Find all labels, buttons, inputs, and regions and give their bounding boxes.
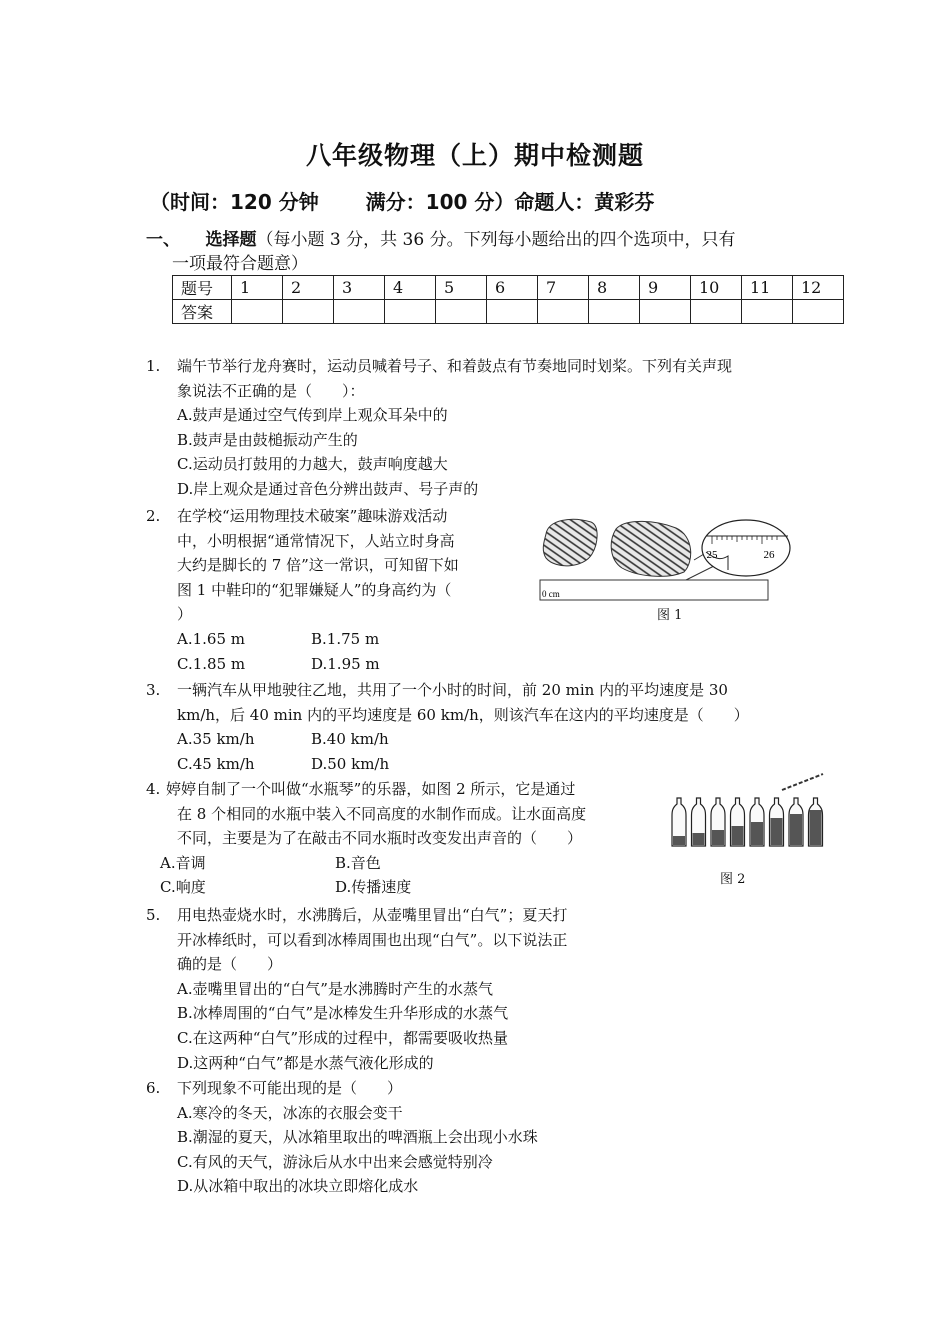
bottle-row [672, 798, 823, 846]
row-label-number: 题号 [173, 276, 232, 300]
question-text: 在学校“运用物理技术破案”趣味游戏活动 [177, 507, 448, 525]
answer-cell[interactable] [589, 300, 640, 324]
exam-info: （时间：120 分钟 满分：100 分）命题人：黄彩芬 [150, 190, 655, 214]
option-a: A.1.65 m [177, 629, 245, 648]
question-text: 大约是脚长的 7 倍”这一常识，可知留下如 [177, 556, 459, 575]
answer-table [172, 275, 844, 324]
bottle-water [771, 818, 783, 845]
question-text: 用电热壶烧水时，水沸腾后，从壶嘴里冒出“白气”；夏天打 [177, 906, 568, 924]
ruler-zero-label: 0 cm [542, 589, 560, 599]
table-cell: 3 [334, 276, 385, 300]
section-1-header [146, 228, 826, 276]
option-a: A.壶嘴里冒出的“白气”是水沸腾时产生的水蒸气 [177, 979, 493, 998]
option-d: D.从冰箱中取出的冰块立即熔化成水 [177, 1177, 419, 1196]
table-cell: 6 [487, 276, 538, 300]
table-row [173, 276, 844, 300]
bottle-water [732, 826, 744, 845]
table-cell: 2 [283, 276, 334, 300]
bottle-water [693, 833, 705, 845]
question-4 [146, 777, 586, 900]
section-1-note: （每小题 3 分，共 36 分。下列每小题给出的四个选项中，只有 [256, 230, 736, 250]
table-cell: 1 [232, 276, 283, 300]
question-text: ） [177, 605, 193, 624]
question-text: 一辆汽车从甲地驶往乙地，共用了一个小时的时间，前 20 min 内的平均速度是 30 [177, 681, 728, 699]
answer-cell[interactable] [691, 300, 742, 324]
question-text: 开冰棒纸时，可以看到冰棒周围也出现“白气”。以下说法正 [177, 930, 568, 949]
table-cell: 8 [589, 276, 640, 300]
option-a: A.鼓声是通过空气传到岸上观众耳朵中的 [177, 406, 448, 425]
question-text: 不同，主要是为了在敲击不同水瓶时改变发出声音的（ ） [177, 829, 583, 848]
question-number: 2. [146, 507, 161, 525]
question-text: 在 8 个相同的水瓶中装入不同高度的水制作而成。让水面高度 [177, 804, 587, 823]
answer-cell[interactable] [283, 300, 334, 324]
question-number: 6. [146, 1079, 161, 1097]
question-2 [146, 504, 459, 676]
option-c: C.运动员打鼓用的力越大，鼓声响度越大 [177, 455, 448, 474]
bottle-water [810, 810, 822, 845]
option-b: B.鼓声是由鼓槌振动产生的 [177, 430, 358, 449]
question-text: 端午节举行龙舟赛时，运动员喊着号子、和着鼓点有节奏地同时划桨。下列有关声现 [177, 357, 733, 375]
question-text: 确的是（ ） [177, 955, 283, 974]
ruler-label-26: 26 [763, 549, 775, 561]
option-c: C.1.85 m [177, 654, 246, 673]
answer-cell[interactable] [487, 300, 538, 324]
option-c: C.45 km/h [177, 754, 255, 773]
section-1-note-cont: 一项最符合题意） [172, 254, 308, 274]
page-title: 八年级物理（上）期中检测题 [305, 141, 644, 170]
answer-cell[interactable] [334, 300, 385, 324]
row-label-answer: 答案 [173, 300, 232, 324]
question-number: 4. [146, 780, 161, 798]
question-text: 下列现象不可能出现的是（ ） [177, 1079, 403, 1097]
water-bottles-figure [666, 770, 828, 852]
option-b: B.音色 [335, 853, 381, 872]
table-row [173, 300, 844, 324]
option-a: A.音调 [160, 853, 206, 872]
option-b: B.40 km/h [311, 730, 389, 749]
option-b: B.潮湿的夏天，从冰箱里取出的啤酒瓶上会出现小水珠 [177, 1128, 538, 1147]
bottle-water [673, 836, 685, 845]
table-cell: 9 [640, 276, 691, 300]
ruler [540, 580, 768, 600]
question-5 [146, 903, 567, 1075]
option-c: C.响度 [160, 878, 206, 897]
figure-2-caption: 图 2 [720, 872, 746, 887]
option-b: B.冰棒周围的“白气”是冰棒发生升华形成的水蒸气 [177, 1004, 509, 1023]
question-6 [146, 1076, 538, 1199]
question-text: 中，小明根据“通常情况下，人站立时身高 [177, 531, 455, 550]
question-1 [146, 354, 732, 502]
question-text: 象说法不正确的是（ ）： [177, 381, 365, 400]
figure-1-caption: 图 1 [657, 608, 683, 623]
question-text: km/h，后 40 min 内的平均速度是 60 km/h，则该汽车在这内的平均速度是（ ） [177, 705, 749, 724]
table-cell: 7 [538, 276, 589, 300]
option-d: D.50 km/h [311, 754, 390, 773]
option-a: A.寒冷的冬天，冰冻的衣服会变干 [177, 1103, 403, 1122]
sole-print [611, 521, 691, 576]
answer-cell[interactable] [793, 300, 844, 324]
option-d: D.岸上观众是通过音色分辨出鼓声、号子声的 [177, 479, 479, 498]
magnifier [702, 520, 790, 576]
option-d: D.1.95 m [311, 654, 380, 673]
answer-cell[interactable] [640, 300, 691, 324]
answer-cell[interactable] [742, 300, 793, 324]
bottle-water [712, 830, 724, 845]
table-cell: 11 [742, 276, 793, 300]
answer-cell[interactable] [436, 300, 487, 324]
heel-print [543, 519, 597, 566]
option-d: D.这两种“白气”都是水蒸气液化形成的 [177, 1053, 434, 1072]
section-1-heading: 一、 选择题 [146, 230, 257, 250]
answer-cell[interactable] [385, 300, 436, 324]
option-c: C.在这两种“白气”形成的过程中，都需要吸收热量 [177, 1028, 509, 1047]
question-text: 图 1 中鞋印的“犯罪嫌疑人”的身高约为（ [177, 580, 452, 599]
table-cell: 5 [436, 276, 487, 300]
question-text: 婷婷自制了一个叫做“水瓶琴”的乐器，如图 2 所示，它是通过 [166, 780, 576, 798]
option-c: C.有风的天气，游泳后从水中出来会感觉特别冷 [177, 1152, 493, 1171]
option-d: D.传播速度 [335, 878, 412, 897]
answer-cell[interactable] [538, 300, 589, 324]
answer-cell[interactable] [232, 300, 283, 324]
bottle-water [751, 822, 763, 845]
question-number: 1. [146, 357, 161, 375]
question-number: 3. [146, 681, 161, 699]
question-number: 5. [146, 906, 161, 924]
option-a: A.35 km/h [177, 730, 255, 749]
question-3 [146, 678, 749, 776]
striker-stick [782, 774, 823, 790]
ruler-label-25: 25 [706, 549, 718, 561]
table-cell: 4 [385, 276, 436, 300]
option-b: B.1.75 m [311, 629, 380, 648]
table-cell: 10 [691, 276, 742, 300]
table-cell: 12 [793, 276, 844, 300]
bottle-water [790, 814, 802, 845]
